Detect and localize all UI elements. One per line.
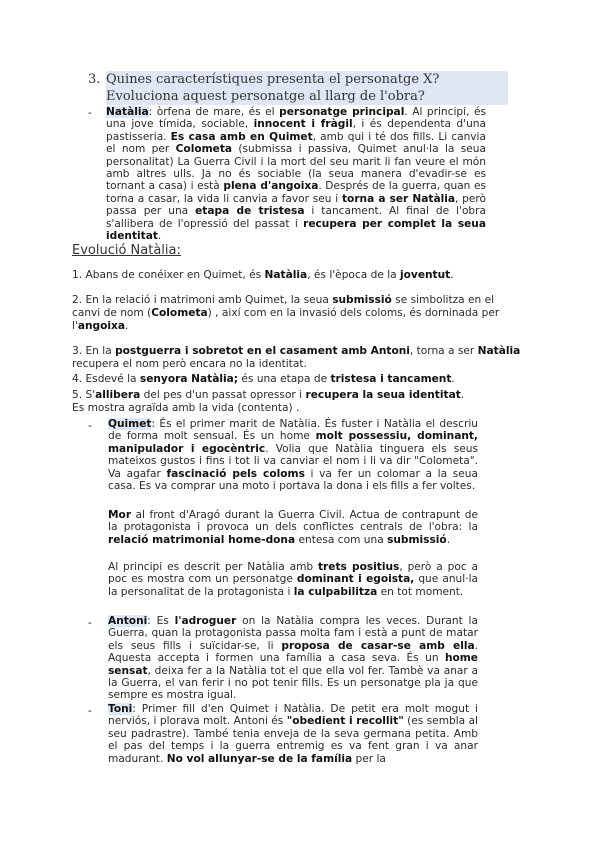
natalia-paragraph	[106, 106, 486, 242]
bold-run: recupera la seua identitat	[305, 389, 461, 401]
quimet-dash: -	[88, 420, 92, 432]
bold-run: torna a ser Natàlia	[341, 192, 456, 205]
text-run: , és l'època de la	[307, 269, 401, 281]
text-run: : òrfena de mare, és el	[148, 106, 280, 118]
text-run: és una etapa de	[238, 373, 331, 385]
text-run: . Volia que Natàlia tinguera els seus mateixos gustos i fins i tot li va canviar el nom i li va dir "Colometa". Va agafar	[108, 442, 478, 480]
bold-run: plena d'angoixa	[223, 180, 319, 193]
toni-name: Toni	[108, 703, 133, 715]
evolution-point-2-line3	[72, 320, 528, 333]
text-run: 2. En la relació i matrimoni amb Quimet, la seua	[72, 294, 333, 306]
text-run: en tot moment.	[377, 585, 464, 598]
text-run: , però passa per una	[106, 192, 486, 218]
text-run: (submissa i passiva, Quimet anul·la la seua personalitat) La Guerra Civil i la mort del seu marit li fan veure el món amb altres ulls. Ja no és sociable (la seua manera d'evadir-se es tornant a casa) i està	[106, 143, 486, 193]
bold-run: etapa de tristesa	[195, 205, 305, 218]
text-run: entesa com una	[295, 533, 388, 546]
bold-run: allibera	[95, 389, 141, 401]
bold-run: fascinació pels coloms	[166, 467, 305, 480]
text-run: l'	[72, 320, 78, 332]
bold-run: la culpabilitza	[293, 585, 378, 598]
text-run: ) , així com en la invasió dels coloms, és dorninada per	[207, 307, 500, 319]
bold-run: molt possessiu, dominant, manipulador i egocèntric	[108, 430, 478, 455]
text-run: .	[125, 320, 129, 332]
text-run: 5. S'	[72, 389, 96, 401]
bold-run: innocent i fràgil	[253, 118, 353, 131]
evolution-point-3-line1	[72, 345, 528, 358]
antoni-name: Antoni	[108, 615, 148, 627]
text-run: on la Natàlia compra les veces. Durant la Guerra, quan la protagonista passa molta fam i està a punt de matar els seus fills i suïcidar-se, li	[108, 615, 478, 652]
text-run: se simbolitza en el	[391, 294, 495, 306]
text-run: i va fer un colomar a la seua casa. Es va comprar una moto i portava la dona i els fills a fer voltes.	[108, 467, 478, 493]
bold-run: Colometa	[151, 307, 208, 319]
text-run: . Al principi, és una jove tímida, sociable,	[106, 106, 486, 131]
bold-run: relació matrimonial home-dona	[108, 533, 296, 546]
bold-run: trets positius	[317, 561, 400, 573]
text-run: .	[450, 269, 454, 281]
natalia-dash: -	[88, 107, 92, 119]
evolution-point-1	[72, 269, 528, 282]
toni-paragraph	[108, 703, 478, 765]
natalia-name: Natàlia	[106, 106, 149, 118]
question-3	[88, 71, 508, 105]
text-run: i tancament. Al final de l'obra s'allibera de l'opressió del passat i	[106, 205, 486, 230]
bold-run: Es casa amb en Quimet	[170, 130, 313, 143]
text-run: : És el primer marit de Natàlia. És fuster i Natàlia el descriu de forma molt sensual. És un home	[108, 418, 478, 443]
bold-run: Natàlia	[264, 269, 308, 281]
bold-run: angoixa	[77, 320, 126, 332]
text-run: .	[451, 373, 455, 385]
bold-run: Mor	[108, 509, 132, 521]
evolution-point-3-line2: recupera el nom però encara no la identitat.	[72, 358, 307, 370]
bold-run: Colometa	[175, 143, 233, 156]
bold-run: postguerra i sobretot en el casament amb Antoni	[115, 345, 410, 357]
antoni-dash: -	[88, 617, 92, 629]
text-run: que anul·la la personalitat de la protagonista i	[108, 573, 478, 598]
text-run: , però a poc a poc es mostra com un personatge	[108, 561, 478, 586]
question-number: 3.	[88, 72, 101, 87]
bold-run: submissió	[332, 294, 392, 306]
quimet-name: Quimet	[108, 418, 152, 430]
text-run: al front d'Aragó durant la Guerra Civil. Actua de contrapunt de la protagonista i provoca un dels conflictes centrals de l'obra: la	[108, 509, 478, 534]
text-run: . Després de la guerra, quan es torna a casar, la vida li canvia a favor seu i	[106, 180, 486, 205]
text-run: , amb qui i té dos fills. Li canvia el nom per	[106, 130, 486, 156]
bold-run: senyora Natàlia;	[139, 373, 239, 385]
text-run: per la	[352, 752, 386, 765]
bold-run: proposa de casar-se amb ella	[281, 639, 475, 652]
bold-run: Natàlia	[477, 345, 521, 357]
text-run: : Primer fill d'en Quimet i Natàlia. De petit era molt mogut i nerviós, i plorava molt. Antoni és	[108, 703, 478, 728]
bold-run: l'adroguer	[174, 615, 237, 627]
text-run: , torna a ser	[409, 345, 478, 357]
quimet-paragraph-1	[108, 418, 478, 492]
evolution-point-2-line1	[72, 294, 528, 307]
text-run: : Es	[147, 615, 175, 627]
bold-run: tristesa i tancament	[330, 373, 452, 385]
text-run: . Aquesta accepta i formen una família a casa seva. És un	[108, 639, 478, 665]
bold-run: joventut	[400, 269, 451, 281]
bold-run: submissió	[387, 533, 447, 546]
text-run: .	[157, 230, 162, 243]
text-run: canvi de nom (	[72, 307, 152, 319]
bold-run: home sensat	[108, 652, 478, 677]
quimet-paragraph-2	[108, 509, 478, 546]
text-run: (es sembla al seu padrastre). També tenia enveja de la seva germana petita. Amb el pas del temps i la guerra entremig es va fent gran i va anar madurant.	[108, 715, 478, 765]
evolution-heading: Evolució Natàlia:	[72, 243, 181, 258]
quimet-paragraph-3	[108, 561, 478, 598]
text-run: , deixa fer a la Natàlia tot el que ella vol fer. Tambè va anar a la Guerra, el van ferir i no pot tenir fills. Es un personatge pla ja que sempre es mostra igual.	[108, 664, 478, 702]
evolution-point-5-line1	[72, 389, 528, 402]
antoni-paragraph	[108, 615, 478, 702]
evolution-point-2-line2	[72, 307, 528, 320]
text-run: del pes d'un passat opressor i	[140, 389, 306, 401]
evolution-point-5-line2: Es mostra agraïda amb la vida (contenta) .	[72, 402, 300, 414]
bold-run: dominant i egoista,	[296, 573, 415, 586]
text-run: , i és dependenta d'una pastisseria.	[106, 118, 486, 143]
text-run: 3. En la	[72, 345, 116, 357]
text-run: 4. Esdevé la	[72, 373, 140, 385]
text-run: .	[446, 533, 451, 546]
text-run: 1. Abans de conéixer en Quimet, és	[72, 269, 265, 281]
evolution-point-4	[72, 373, 528, 386]
bold-run: No vol allunyar-se de la família	[166, 752, 353, 765]
bold-run: personatge principal	[279, 106, 405, 118]
bold-run: "obedient i recollit"	[286, 715, 404, 728]
text-run: .	[460, 389, 465, 401]
toni-dash: -	[88, 705, 92, 717]
text-run: Al principi es descrit per Natàlia amb	[108, 561, 318, 573]
bold-run: recupera per complet la seua identitat	[106, 217, 486, 243]
question-text: Quines característiques presenta el personatge X? Evoluciona aquest personatge al llarg de l'obra?	[106, 71, 508, 105]
